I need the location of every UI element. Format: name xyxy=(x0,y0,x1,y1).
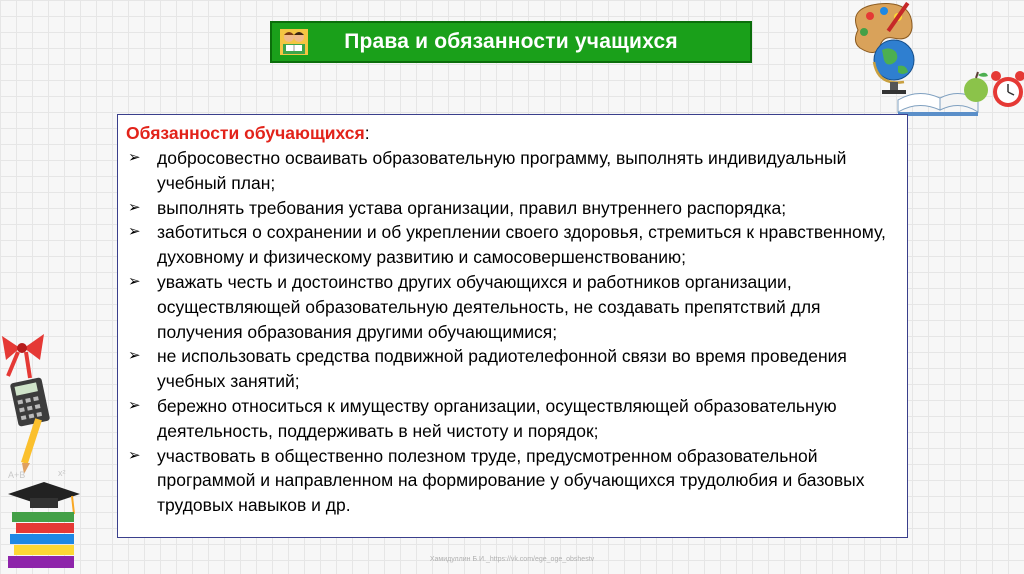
arrow-bullet-icon: ➢ xyxy=(128,198,141,216)
list-item xyxy=(126,196,897,221)
pencil-icon xyxy=(21,418,42,474)
arrow-bullet-icon: ➢ xyxy=(128,272,141,290)
children-reading-icon xyxy=(280,29,308,55)
apple-icon xyxy=(964,72,988,102)
list-item-text: не использовать средства подвижной радиотелефонной связи во время проведения учебных занятий; xyxy=(157,346,847,392)
arrow-bullet-icon: ➢ xyxy=(128,396,141,414)
list-item-text: уважать честь и достоинство других обучающихся и работников организации, осуществляющей образовательную деятельность, не создавать препятствий для получения образования другими обучающимися; xyxy=(157,271,821,342)
school-supplies-decoration xyxy=(838,0,1024,120)
title-banner xyxy=(270,21,752,63)
list-item-text: бережно относиться к имуществу организации, осуществляющей образовательную деятельность, поддерживать в ней чистоту и порядок; xyxy=(157,395,837,441)
school-items-decoration xyxy=(0,318,110,574)
list-item xyxy=(126,444,897,518)
svg-text:A+B: A+B xyxy=(8,470,26,480)
list-item-text: выполнять требования устава организации, правил внутреннего распорядка; xyxy=(157,197,787,218)
arrow-bullet-icon: ➢ xyxy=(128,223,141,241)
list-item xyxy=(126,270,897,344)
list-item xyxy=(126,344,897,394)
duties-heading-label: Обязанности обучающихся xyxy=(126,123,365,143)
page-title: Права и обязанности учащихся xyxy=(344,30,678,53)
duties-heading xyxy=(126,121,897,145)
duties-list xyxy=(126,146,897,518)
list-item-text: заботиться о сохранении и об укреплении своего здоровья, стремиться к нравственному, духовному и физическому развитию и самосовершенствованию; xyxy=(157,222,886,268)
alarm-clock-icon xyxy=(991,71,1024,107)
heading-colon: : xyxy=(364,123,370,143)
chalk-doodles xyxy=(8,468,66,480)
arrow-bullet-icon: ➢ xyxy=(128,347,141,365)
list-item-text: добросовестно осваивать образовательную программу, выполнять индивидуальный учебный план; xyxy=(157,148,847,193)
graduation-cap-icon xyxy=(8,482,80,514)
list-item xyxy=(126,146,897,196)
globe-icon xyxy=(874,40,914,94)
list-item xyxy=(126,394,897,444)
duties-panel xyxy=(117,114,908,538)
arrow-bullet-icon: ➢ xyxy=(128,446,141,464)
calculator-icon xyxy=(10,377,50,427)
list-item-text: участвовать в общественно полезном труде, предусмотренном образовательной программой и направленном на формирование у обучающихся трудолюбия и базовых трудовых навыков и др. xyxy=(157,445,865,516)
svg-text:x²: x² xyxy=(58,468,66,478)
list-item xyxy=(126,220,897,270)
bow-icon xyxy=(2,334,44,378)
open-book-icon xyxy=(898,93,978,116)
arrow-bullet-icon: ➢ xyxy=(128,149,141,166)
footer-credit: Хамидуллин Б.И._https://vk.com/ege_oge_obshestv xyxy=(429,556,595,563)
